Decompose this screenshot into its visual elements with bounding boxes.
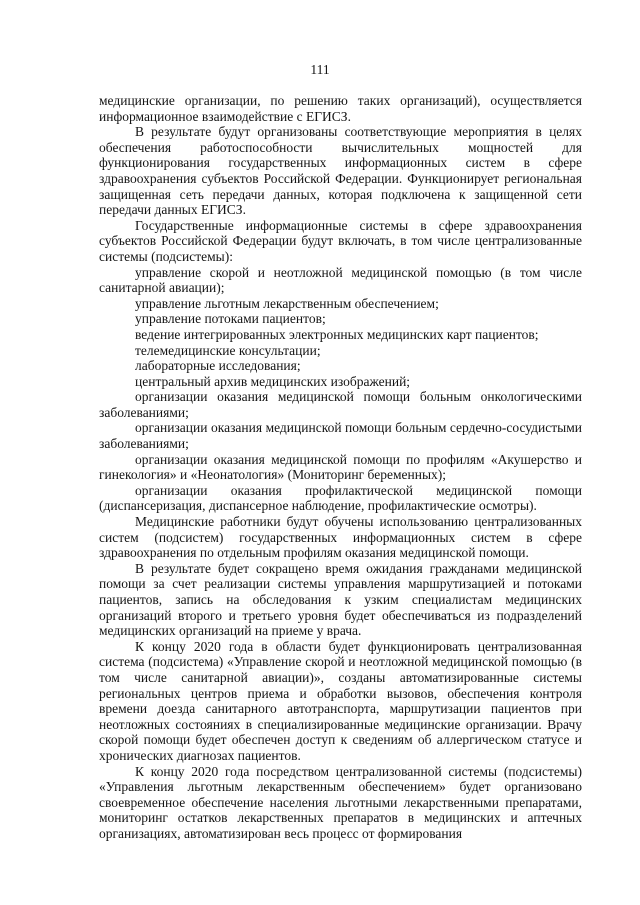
list-item: организации оказания профилактической медицинской помощи (диспансеризация, диспансерное наблюдение, профилактические осмотры). (99, 482, 582, 514)
paragraph: Государственные информационные системы в сфере здравоохранения субъектов Российской Федерации будут включать, в том числе централизованные системы (подсистемы): (99, 217, 582, 264)
list-item: центральный архив медицинских изображений; (135, 373, 411, 389)
paragraph: Медицинские работники будут обучены использованию централизованных систем (подсистем) государственных информационных систем в сфере здравоохранения по отдельным профилям оказания медицинской помощи. (99, 514, 582, 561)
paragraph: К концу 2020 года посредством централизованной системы (подсистемы) «Управления льготным лекарственным обеспечением» будет организовано своевременное обеспечение населения льготными лекарственными препаратами, мониторинг остатков лекарственных препаратов в медицинских и аптечных организациях, автоматизирован весь процесс от формирования (99, 763, 582, 841)
list-item: управление льготным лекарственным обеспечением; (135, 295, 439, 311)
list-item: организации оказания медицинской помощи больным онкологическими заболеваниями; (99, 389, 582, 420)
paragraph: К концу 2020 года в области будет функционировать централизованная система (подсистема) «Управление скорой и неотложной медицинской помощью (в том числе санитарной авиации)», созданы автоматизированные системы региональных центров приема и обработки вызовов, обеспечения контроля времени доезда санитарного автотранспорта, маршрутизации пациентов при неотложных состояниях в специализированные медицинские организации. Врачу скорой помощи будет обеспечен доступ к сведениям об аллергическом статусе и хронических диагнозах пациентов. (99, 638, 582, 763)
document-body (99, 93, 582, 842)
paragraph: В результате будут организованы соответствующие мероприятия в целях обеспечения работоспособности вычислительных мощностей для функционирования государственных информационных систем в сфере здравоохранения субъектов Российской Федерации. Функционирует региональная защищенная сеть передачи данных, которая подключена к защищенной сети передачи данных ЕГИСЗ. (99, 124, 582, 218)
list-item: лабораторные исследования; (135, 358, 301, 374)
paragraph: медицинские организации, по решению таких организаций), осуществляется информационное взаимодействие с ЕГИСЗ. (99, 93, 582, 124)
list-item: ведение интегрированных электронных медицинских карт пациентов; (135, 326, 539, 342)
list-item: организации оказания медицинской помощи по профилям «Акушерство и гинекология» и «Неонатология» (Мониторинг беременных); (99, 451, 582, 483)
page-number: 111 (310, 62, 330, 77)
list-item: управление потоками пациентов; (135, 311, 326, 327)
paragraph: В результате будет сокращено время ожидания гражданами медицинской помощи за счет реализации системы управления маршрутизацией и потоками пациентов, запись на обследования к узким специалистам медицинских организаций второго и третьего уровня будет обеспечиваться из подразделений медицинских организаций на приеме у врача. (99, 560, 582, 639)
list-item: управление скорой и неотложной медицинской помощью (в том числе санитарной авиации); (99, 264, 582, 296)
list-item: организации оказания медицинской помощи больным сердечно-сосудистыми заболеваниями; (99, 420, 582, 452)
list-item: телемедицинские консультации; (135, 342, 321, 358)
